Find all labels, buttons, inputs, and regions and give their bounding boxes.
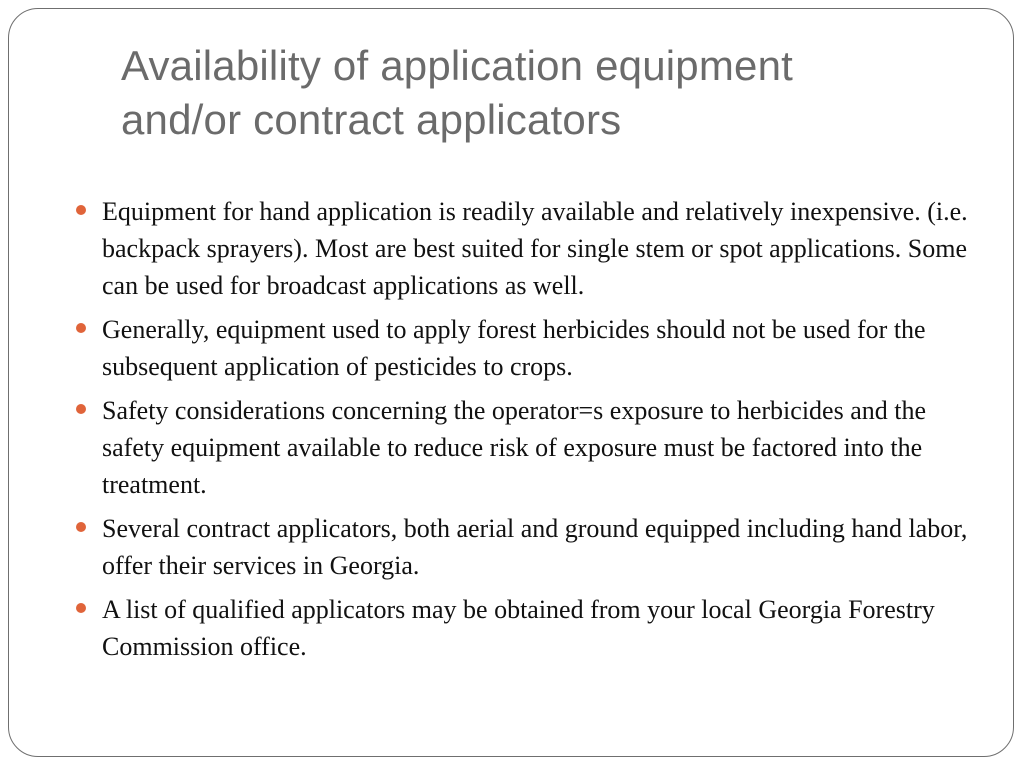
- bullet-item: [71, 392, 979, 503]
- bullet-dot-icon: [76, 205, 86, 215]
- bullet-list: [71, 193, 979, 672]
- bullet-item: [71, 193, 979, 304]
- bullet-dot-icon: [76, 404, 86, 414]
- bullet-dot-icon: [76, 323, 86, 333]
- bullet-item: [71, 591, 979, 665]
- slide-title-line-2: and/or contract applicators: [121, 96, 622, 143]
- bullet-text: A list of qualified applicators may be obtained from your local Georgia Forestry Commission office.: [102, 595, 935, 661]
- bullet-text: Several contract applicators, both aerial and ground equipped including hand labor, offer their services in Georgia.: [102, 514, 968, 580]
- bullet-dot-icon: [76, 603, 86, 613]
- bullet-item: [71, 311, 979, 385]
- bullet-text: Generally, equipment used to apply forest herbicides should not be used for the subsequent application of pesticides to crops.: [102, 315, 926, 381]
- bullet-item: [71, 510, 979, 584]
- slide-title: [121, 39, 981, 147]
- bullet-text: Equipment for hand application is readily available and relatively inexpensive. (i.e. backpack sprayers). Most are best suited for single stem or spot applications. Some can be used for broadcast applications as well.: [102, 197, 968, 300]
- slide-title-line-1: Availability of application equipment: [121, 42, 794, 89]
- bullet-text: Safety considerations concerning the operator=s exposure to herbicides and the safety equipment available to reduce risk of exposure must be factored into the treatment.: [102, 396, 927, 499]
- slide-frame: [8, 8, 1014, 757]
- bullet-dot-icon: [76, 522, 86, 532]
